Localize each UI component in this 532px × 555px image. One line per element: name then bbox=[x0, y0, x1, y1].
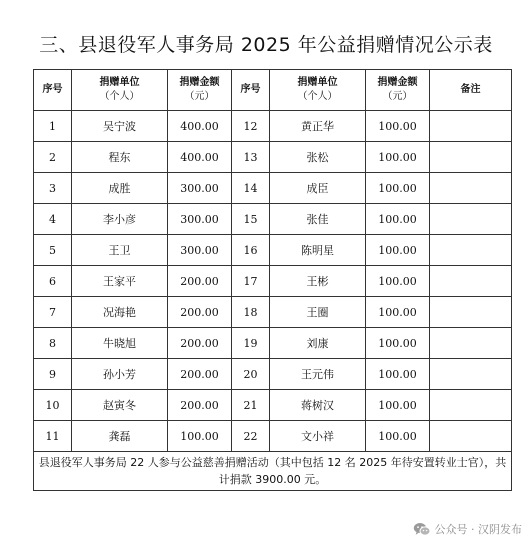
amount-cell: 200.00 bbox=[168, 297, 232, 328]
remark-cell bbox=[430, 235, 512, 266]
donation-table bbox=[33, 69, 512, 491]
seq-cell: 18 bbox=[232, 297, 270, 328]
seq-cell: 3 bbox=[34, 173, 72, 204]
seq-cell: 19 bbox=[232, 328, 270, 359]
donor-cell: 龚磊 bbox=[72, 421, 168, 452]
amount-cell: 100.00 bbox=[366, 421, 430, 452]
donor-cell: 牛晓旭 bbox=[72, 328, 168, 359]
remark-cell bbox=[430, 142, 512, 173]
amount-cell: 200.00 bbox=[168, 328, 232, 359]
amount-cell: 100.00 bbox=[366, 111, 430, 142]
header-amount-left bbox=[168, 70, 232, 111]
seq-cell: 12 bbox=[232, 111, 270, 142]
source-watermark bbox=[413, 520, 523, 538]
header-amount-label: 捐赠金额 bbox=[377, 77, 418, 88]
seq-cell: 7 bbox=[34, 297, 72, 328]
amount-cell: 100.00 bbox=[366, 204, 430, 235]
header-donor-label: 捐赠单位 bbox=[297, 77, 338, 88]
seq-cell: 2 bbox=[34, 142, 72, 173]
header-seq-left: 序号 bbox=[34, 70, 72, 111]
table-row bbox=[34, 204, 512, 235]
donor-cell: 成臣 bbox=[270, 173, 366, 204]
donor-cell: 王家平 bbox=[72, 266, 168, 297]
seq-cell: 5 bbox=[34, 235, 72, 266]
seq-cell: 16 bbox=[232, 235, 270, 266]
remark-cell bbox=[430, 359, 512, 390]
seq-cell: 6 bbox=[34, 266, 72, 297]
donor-cell: 李小彦 bbox=[72, 204, 168, 235]
header-donor-label: 捐赠单位 bbox=[99, 77, 140, 88]
donor-cell: 张松 bbox=[270, 142, 366, 173]
amount-cell: 400.00 bbox=[168, 142, 232, 173]
watermark-text: 公众号 · 汉阴发布 bbox=[434, 523, 522, 536]
amount-cell: 100.00 bbox=[366, 173, 430, 204]
amount-cell: 100.00 bbox=[366, 235, 430, 266]
table-row bbox=[34, 421, 512, 452]
wechat-icon bbox=[413, 522, 431, 537]
donor-cell: 程东 bbox=[72, 142, 168, 173]
table-row bbox=[34, 142, 512, 173]
amount-cell: 100.00 bbox=[366, 328, 430, 359]
donor-cell: 文小祥 bbox=[270, 421, 366, 452]
remark-cell bbox=[430, 266, 512, 297]
donor-cell: 王卫 bbox=[72, 235, 168, 266]
donor-cell: 蒋树汉 bbox=[270, 390, 366, 421]
donor-cell: 孙小芳 bbox=[72, 359, 168, 390]
header-donor-left bbox=[72, 70, 168, 111]
remark-cell bbox=[430, 297, 512, 328]
donor-cell: 陈明星 bbox=[270, 235, 366, 266]
header-donor-sub: （个人） bbox=[99, 91, 140, 102]
amount-cell: 400.00 bbox=[168, 111, 232, 142]
table-row bbox=[34, 297, 512, 328]
donor-cell: 黄正华 bbox=[270, 111, 366, 142]
remark-cell bbox=[430, 111, 512, 142]
seq-cell: 14 bbox=[232, 173, 270, 204]
page-title: 三、县退役军人事务局 2025 年公益捐赠情况公示表 bbox=[39, 34, 493, 56]
seq-cell: 4 bbox=[34, 204, 72, 235]
table-row bbox=[34, 390, 512, 421]
donor-cell: 赵寅冬 bbox=[72, 390, 168, 421]
header-amount-sub: （元） bbox=[184, 91, 215, 102]
donor-cell: 刘康 bbox=[270, 328, 366, 359]
amount-cell: 200.00 bbox=[168, 390, 232, 421]
donor-cell: 成胜 bbox=[72, 173, 168, 204]
table-row bbox=[34, 328, 512, 359]
table-row bbox=[34, 266, 512, 297]
remark-cell bbox=[430, 204, 512, 235]
amount-cell: 200.00 bbox=[168, 266, 232, 297]
table-row bbox=[34, 235, 512, 266]
amount-cell: 300.00 bbox=[168, 204, 232, 235]
amount-cell: 200.00 bbox=[168, 359, 232, 390]
amount-cell: 100.00 bbox=[366, 390, 430, 421]
remark-cell bbox=[430, 173, 512, 204]
donor-cell: 吴宁波 bbox=[72, 111, 168, 142]
table-row bbox=[34, 359, 512, 390]
donor-cell: 张佳 bbox=[270, 204, 366, 235]
seq-cell: 21 bbox=[232, 390, 270, 421]
seq-cell: 20 bbox=[232, 359, 270, 390]
amount-cell: 100.00 bbox=[366, 359, 430, 390]
donor-cell: 王元伟 bbox=[270, 359, 366, 390]
seq-cell: 10 bbox=[34, 390, 72, 421]
header-donor-right bbox=[270, 70, 366, 111]
table-footer-row bbox=[34, 452, 512, 491]
table-header-row bbox=[34, 70, 512, 111]
seq-cell: 13 bbox=[232, 142, 270, 173]
amount-cell: 100.00 bbox=[366, 142, 430, 173]
remark-cell bbox=[430, 328, 512, 359]
seq-cell: 1 bbox=[34, 111, 72, 142]
amount-cell: 100.00 bbox=[366, 266, 430, 297]
amount-cell: 300.00 bbox=[168, 173, 232, 204]
summary-note: 县退役军人事务局 22 人参与公益慈善捐赠活动（其中包括 12 名 2025 年待安置转业士官），共计捐款 3900.00 元。 bbox=[34, 452, 512, 491]
header-amount-right bbox=[366, 70, 430, 111]
amount-cell: 100.00 bbox=[366, 297, 430, 328]
donor-cell: 王彬 bbox=[270, 266, 366, 297]
header-donor-sub: （个人） bbox=[297, 91, 338, 102]
table-body bbox=[34, 111, 512, 491]
table-row bbox=[34, 111, 512, 142]
header-seq-right: 序号 bbox=[232, 70, 270, 111]
seq-cell: 15 bbox=[232, 204, 270, 235]
amount-cell: 300.00 bbox=[168, 235, 232, 266]
donor-cell: 况海艳 bbox=[72, 297, 168, 328]
seq-cell: 11 bbox=[34, 421, 72, 452]
seq-cell: 8 bbox=[34, 328, 72, 359]
seq-cell: 22 bbox=[232, 421, 270, 452]
amount-cell: 100.00 bbox=[168, 421, 232, 452]
remark-cell bbox=[430, 421, 512, 452]
seq-cell: 17 bbox=[232, 266, 270, 297]
header-amount-sub: （元） bbox=[382, 91, 413, 102]
header-amount-label: 捐赠金额 bbox=[179, 77, 220, 88]
table-row bbox=[34, 173, 512, 204]
header-remark: 备注 bbox=[430, 70, 512, 111]
seq-cell: 9 bbox=[34, 359, 72, 390]
donor-cell: 王圈 bbox=[270, 297, 366, 328]
remark-cell bbox=[430, 390, 512, 421]
